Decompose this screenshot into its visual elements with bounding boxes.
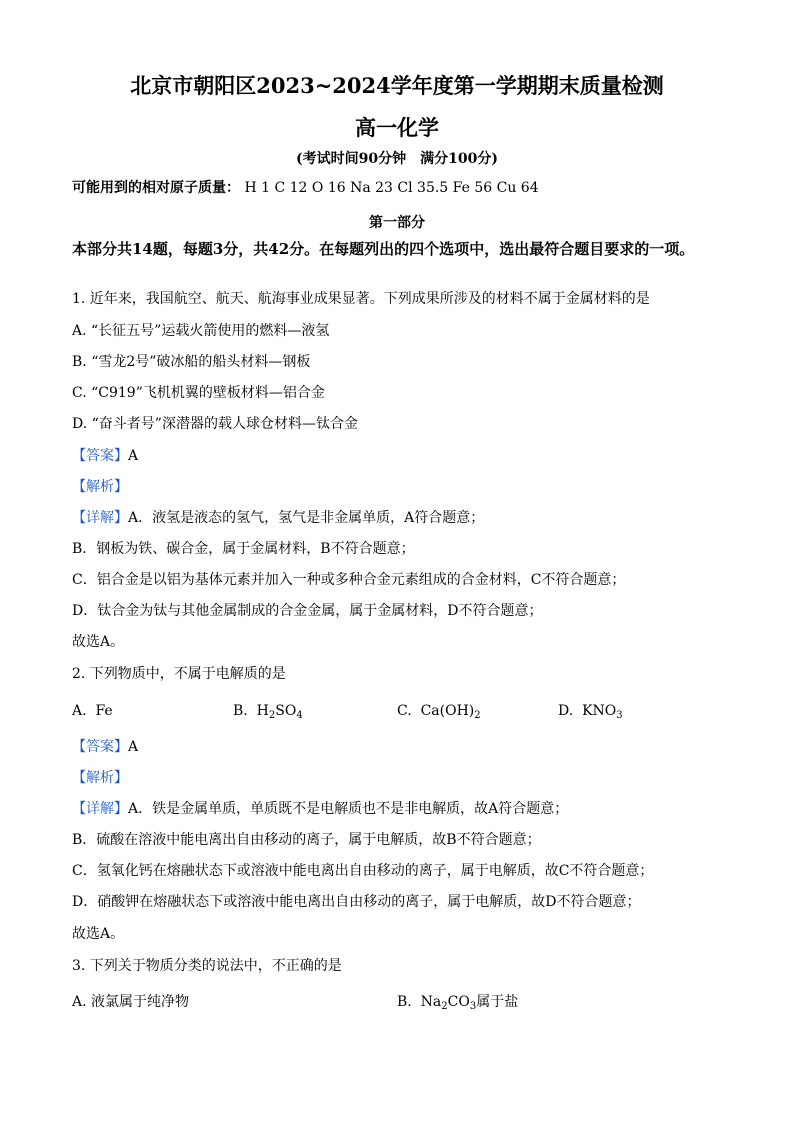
q2-option-c-formula: $Ca(OH)_2$ xyxy=(420,703,481,721)
q3-option-b xyxy=(397,992,518,1012)
q1-detail-c: C．铝合金是以铝为基体元素并加入一种或多种合金元素组成的合金材料，C不符合题意； xyxy=(72,572,626,588)
q1-conclusion: 故选A。 xyxy=(72,634,125,650)
q1-detail-a-line xyxy=(72,508,732,528)
part1-title: 第一部分 xyxy=(369,215,425,231)
part1-instructions: 本部分共14题，每题3分，共42分。在每题列出的四个选项中，选出最符合题目要求的一项。 xyxy=(72,240,695,258)
q2-option-a xyxy=(72,701,113,721)
q3-option-b-suffix: 属于盐 xyxy=(476,994,519,1010)
q2-option-a-label: A. xyxy=(72,703,87,719)
exam-info: (考试时间90分钟 满分100分) xyxy=(296,151,498,167)
q1-option-d: D. “奋斗者号”深潜器的载人球仓材料—钛合金 xyxy=(72,416,358,432)
q1-detail-tag: 【详解】 xyxy=(72,510,128,526)
q2-answer-tag: 【答案】 xyxy=(72,739,128,755)
exam-title: 北京市朝阳区2023~2024学年度第一学期期末质量检测 xyxy=(130,73,664,98)
q2-detail-a-line xyxy=(72,799,732,819)
q1-detail-d: D．钛合金为钛与其他金属制成的合金金属，属于金属材料，D不符合题意； xyxy=(72,603,543,619)
q2-detail-tag: 【详解】 xyxy=(72,801,128,817)
q3-option-a: A. 液氯属于纯净物 xyxy=(72,994,190,1010)
q3-option-b-formula: $Na_2CO_3$ xyxy=(420,994,477,1012)
q1-option-b: B. “雪龙2号”破冰船的船头材料—钢板 xyxy=(72,354,311,370)
q2-option-b-formula: $H_2SO_4$ xyxy=(256,703,303,721)
q1-stem: 1. 近年来，我国航空、航天、航海事业成果显著。下列成果所涉及的材料不属于金属材料的是 xyxy=(72,291,650,307)
subject-title: 高一化学 xyxy=(355,115,439,140)
atomic-masses-label: 可能用到的相对原子质量： xyxy=(72,180,240,196)
q1-answer-tag: 【答案】 xyxy=(72,448,128,464)
q2-detail-d: D．硝酸钾在熔融状态下或溶液中能电离出自由移动的离子，属于电解质，故D不符合题意； xyxy=(72,894,641,910)
q2-detail-c: C．氢氧化钙在熔融状态下或溶液中能电离出自由移动的离子，属于电解质，故C不符合题意； xyxy=(72,863,654,879)
q2-option-b-label: B. xyxy=(233,703,248,719)
q2-stem: 2. 下列物质中，不属于电解质的是 xyxy=(72,666,286,682)
q2-option-c-label: C. xyxy=(397,703,412,719)
q1-detail-a: A．液氢是液态的氢气，氢气是非金属单质，A符合题意； xyxy=(128,510,485,526)
q1-option-c: C. “C919”飞机机翼的壁板材料—铝合金 xyxy=(72,385,325,401)
q2-detail-a: A．铁是金属单质，单质既不是电解质也不是非电解质，故A符合题意； xyxy=(128,801,569,817)
q1-answer-value: A xyxy=(128,448,139,464)
q2-option-d xyxy=(558,701,623,721)
atomic-masses-values: H 1 C 12 O 16 Na 23 Cl 35.5 Fe 56 Cu 64 xyxy=(244,180,539,196)
q2-detail-b: B．硫酸在溶液中能电离出自由移动的离子，属于电解质，故B不符合题意； xyxy=(72,832,541,848)
q2-answer xyxy=(72,737,732,757)
q2-option-b xyxy=(233,701,303,721)
q2-conclusion: 故选A。 xyxy=(72,926,125,942)
q3-option-b-label: B. xyxy=(397,994,412,1010)
q1-answer xyxy=(72,446,732,466)
q1-detail-b: B．钢板为铁、碳合金，属于金属材料，B不符合题意； xyxy=(72,541,415,557)
q1-option-a: A. “长征五号”运载火箭使用的燃料—液氢 xyxy=(72,323,330,339)
q2-option-c xyxy=(397,701,481,721)
q1-analysis-tag: 【解析】 xyxy=(72,479,128,495)
q3-stem: 3. 下列关于物质分类的说法中，不正确的是 xyxy=(72,958,342,974)
q2-option-a-formula: Fe xyxy=(95,703,113,719)
q2-option-d-label: D. xyxy=(558,703,574,719)
q2-answer-value: A xyxy=(128,739,139,755)
atomic-masses xyxy=(72,178,732,198)
q2-option-d-formula: $KNO_3$ xyxy=(582,703,623,721)
q2-analysis-tag: 【解析】 xyxy=(72,770,128,786)
